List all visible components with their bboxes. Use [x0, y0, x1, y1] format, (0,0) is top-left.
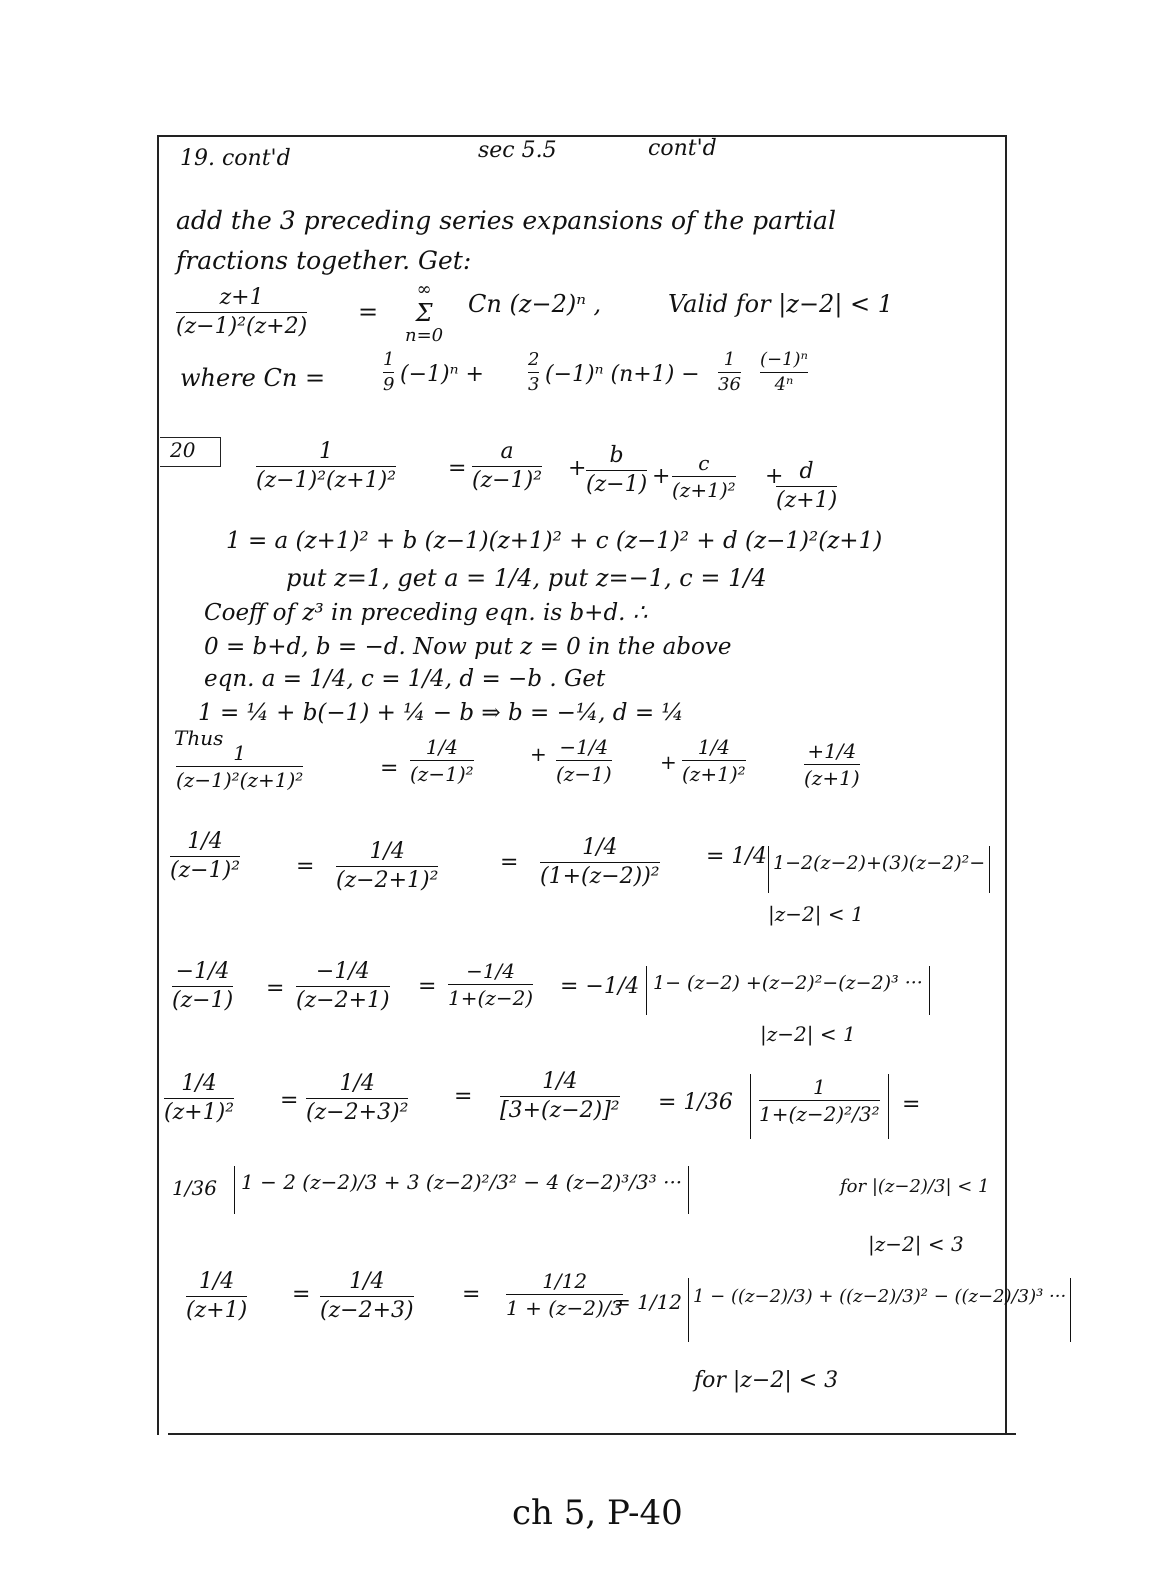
cn-c-frac: [718, 350, 741, 395]
p19-where: where Cn =: [180, 364, 326, 392]
exp2-coef: = −1/4: [560, 974, 640, 999]
p20-ta-den: (z−1)²: [472, 468, 543, 494]
thus-plus-1: +: [530, 742, 547, 766]
exp2-a-den: (z−1): [172, 988, 234, 1014]
thus-t4-num: +1/4: [807, 739, 857, 763]
exp1-b-den: (z−2+1)²: [336, 868, 439, 894]
p20-lhs-num: 1: [319, 439, 333, 464]
p20-eqn: eqn. a = 1/4, c = 1/4, d = −b . Get: [204, 666, 606, 692]
exp4-a-num: 1/4: [198, 1269, 235, 1294]
p20-td-den: (z+1): [776, 488, 838, 514]
p20-lhs-den: (z−1)²(z+1)²: [256, 468, 397, 494]
exp1-c: [540, 836, 660, 889]
exp4-bracket: 1 − ((z−2)/3) + ((z−2)/3)² − ((z−2)/3)³ ···: [688, 1278, 1071, 1342]
p20-plus-1: +: [568, 456, 587, 481]
exp3-c: [500, 1070, 620, 1123]
exp3-line2-coef: 1/36: [172, 1176, 217, 1200]
exp1-c-num: 1/4: [582, 835, 618, 860]
p19-valid: Valid for |z−2| < 1: [668, 290, 894, 318]
exp2-eq2: =: [418, 974, 437, 999]
p20-term-c: [672, 452, 736, 501]
frame-left: [157, 135, 159, 1435]
exp3-eq1: =: [280, 1088, 299, 1113]
exp3-b-den: (z−2+3)²: [306, 1100, 409, 1126]
problem-ref: 19. cont'd: [180, 146, 291, 171]
exp1-b-num: 1/4: [369, 839, 405, 864]
exp3-a-num: 1/4: [181, 1071, 217, 1096]
exp2-cond: |z−2| < 1: [760, 1022, 856, 1046]
p19-eq: =: [358, 298, 379, 326]
exp4-cond: for |z−2| < 3: [694, 1368, 839, 1393]
thus-lhs-den: (z−1)²(z+1)²: [176, 768, 304, 792]
exp1-eq1: =: [296, 854, 315, 879]
exp4-b: [320, 1270, 414, 1323]
exp4-a-den: (z+1): [186, 1298, 248, 1324]
p19-line2: fractions together. Get:: [176, 246, 472, 275]
exp2-eq1: =: [266, 976, 285, 1001]
cn-c-den: 36: [718, 373, 741, 395]
thus-lhs-num: 1: [233, 741, 247, 765]
exp2-bracket: 1− (z−2) +(z−2)²−(z−2)³ ···: [646, 966, 930, 1015]
cn-a-frac: [383, 350, 394, 395]
exp4-eq1: =: [292, 1282, 311, 1307]
p20-term-d: [776, 460, 837, 513]
p20-tc-den: (z+1)²: [672, 478, 736, 502]
thus-t2-num: −1/4: [559, 735, 609, 759]
exp3-b: [306, 1072, 408, 1125]
thus-t1-den: (z−1)²: [410, 762, 474, 786]
p20-thus-eq: =: [380, 756, 399, 781]
p20-put: put z=1, get a = 1/4, put z=−1, c = 1/4: [286, 564, 767, 592]
thus-t4: [804, 740, 860, 789]
frame-top: [157, 135, 1005, 137]
exp3-line2-series: 1 − 2 (z−2)/3 + 3 (z−2)²/3² − 4 (z−2)³/3³ ···: [234, 1166, 689, 1214]
sum-symbol: Σ: [415, 298, 433, 327]
exp3-cond: |z−2| < 3: [868, 1232, 964, 1256]
frame-right: [1005, 135, 1007, 1435]
p19-lhs-num: z+1: [219, 285, 264, 310]
frame-bottom: [168, 1433, 1016, 1435]
exp2-b-num: −1/4: [315, 959, 370, 984]
exp2-c: [448, 960, 533, 1009]
cn-a-num: 1: [383, 349, 395, 370]
exp4-eq2: =: [462, 1282, 481, 1307]
exp2-a: [172, 960, 233, 1013]
exp3-inner: [750, 1074, 889, 1139]
cn-d-frac: [760, 350, 808, 395]
cn-c-num: 1: [723, 349, 736, 370]
exp3-c-num: 1/4: [542, 1069, 578, 1094]
exp4-c: [506, 1270, 623, 1319]
cn-b-num: 2: [528, 349, 540, 370]
exp1-eq2: =: [500, 850, 519, 875]
exp4-coef: = 1/12: [614, 1290, 683, 1314]
thus-t3-den: (z+1)²: [682, 762, 746, 786]
p20-plus-3: +: [765, 464, 784, 489]
exp1-coef: = 1/4: [706, 844, 767, 869]
p20-tc-num: c: [698, 451, 710, 475]
p19-series-term: Cn (z−2)ⁿ ,: [468, 290, 602, 318]
sum-bottom: n=0: [405, 325, 444, 347]
cn-b-rest: (−1)ⁿ (n+1) −: [545, 362, 700, 387]
exp4-a: [186, 1270, 247, 1323]
thus-t4-den: (z+1): [804, 766, 860, 790]
thus-t1: [410, 736, 474, 785]
exp1-a-num: 1/4: [187, 829, 223, 854]
p19-line1: add the 3 preceding series expansions of the partial: [176, 206, 836, 235]
thus-t1-num: 1/4: [425, 735, 458, 759]
cn-a-den: 9: [383, 373, 395, 395]
p20-eq: =: [448, 456, 467, 481]
exp3-line2-for: for |(z−2)/3| < 1: [840, 1176, 990, 1197]
p20-identity: 1 = a (z+1)² + b (z−1)(z+1)² + c (z−1)² + d (z−1)²(z+1): [226, 528, 883, 554]
exp1-cond: |z−2| < 1: [768, 902, 864, 926]
exp1-bracket: 1−2(z−2)+(3)(z−2)²−: [768, 846, 990, 893]
cn-b-frac: [528, 350, 539, 395]
thus-t2-den: (z−1): [556, 762, 612, 786]
p20-ta-num: a: [500, 439, 514, 464]
section-label: sec 5.5: [478, 138, 557, 163]
exp3-inner-num: 1: [812, 1075, 826, 1099]
p20-term-b: [586, 444, 647, 497]
exp1-a: [170, 830, 240, 883]
p19-lhs-den: (z−1)²(z+2): [176, 314, 308, 340]
cn-b-den: 3: [528, 373, 540, 395]
exp2-b: [296, 960, 390, 1013]
exp3-c-den: [3+(z−2)]²: [500, 1098, 620, 1124]
exp2-c-num: −1/4: [466, 959, 516, 983]
page-label: ch 5, P-40: [512, 1493, 683, 1533]
p20-term-a: [472, 440, 542, 493]
p20-bd: 0 = b+d, b = −d. Now put z = 0 in the above: [204, 634, 732, 660]
p20-coeff: Coeff of z³ in preceding eqn. is b+d. ∴: [204, 600, 648, 626]
contd-label: cont'd: [648, 136, 717, 161]
exp4-b-den: (z−2+3): [320, 1298, 414, 1324]
thus-plus-2: +: [660, 750, 677, 774]
exp3-a-den: (z+1)²: [164, 1100, 235, 1126]
exp1-a-den: (z−1)²: [170, 858, 241, 884]
exp1-c-den: (1+(z−2))²: [540, 864, 660, 890]
thus-t3-num: 1/4: [697, 735, 730, 759]
exp3-eq2: =: [454, 1084, 473, 1109]
p20-thus-lhs: [176, 742, 303, 791]
p20-thus: Thus: [174, 726, 224, 750]
p19-sum: [405, 280, 443, 346]
exp3-tail: =: [902, 1092, 921, 1117]
p20-plus-2: +: [652, 464, 671, 489]
p20-td-num: d: [799, 459, 814, 484]
thus-t2: [556, 736, 612, 785]
exp4-c-den: 1 + (z−2)/3: [506, 1296, 624, 1320]
p20-tb-num: b: [609, 443, 624, 468]
p20-solve: 1 = ¼ + b(−1) + ¼ − b ⇒ b = −¼, d = ¼: [198, 700, 684, 726]
exp3-coef: = 1/36: [658, 1090, 733, 1115]
exp2-a-num: −1/4: [175, 959, 230, 984]
sum-top: ∞: [416, 279, 432, 300]
exp4-c-num: 1/12: [542, 1269, 588, 1293]
p20-tb-den: (z−1): [586, 472, 648, 498]
exp1-b: [336, 840, 438, 893]
cn-d-num: (−1)ⁿ: [760, 349, 808, 370]
p20-lhs: [256, 440, 396, 493]
exp3-inner-den: 1+(z−2)²/3²: [759, 1102, 880, 1126]
exp3-b-num: 1/4: [339, 1071, 375, 1096]
problem-20-label: 20: [170, 438, 196, 462]
cn-a-rest: (−1)ⁿ +: [400, 362, 484, 387]
thus-t3: [682, 736, 746, 785]
exp2-b-den: (z−2+1): [296, 988, 390, 1014]
exp2-c-den: 1+(z−2): [448, 986, 534, 1010]
cn-d-den: 4ⁿ: [774, 373, 794, 395]
p19-lhs-fraction: [176, 286, 307, 339]
exp4-b-num: 1/4: [349, 1269, 385, 1294]
exp3-a: [164, 1072, 234, 1125]
